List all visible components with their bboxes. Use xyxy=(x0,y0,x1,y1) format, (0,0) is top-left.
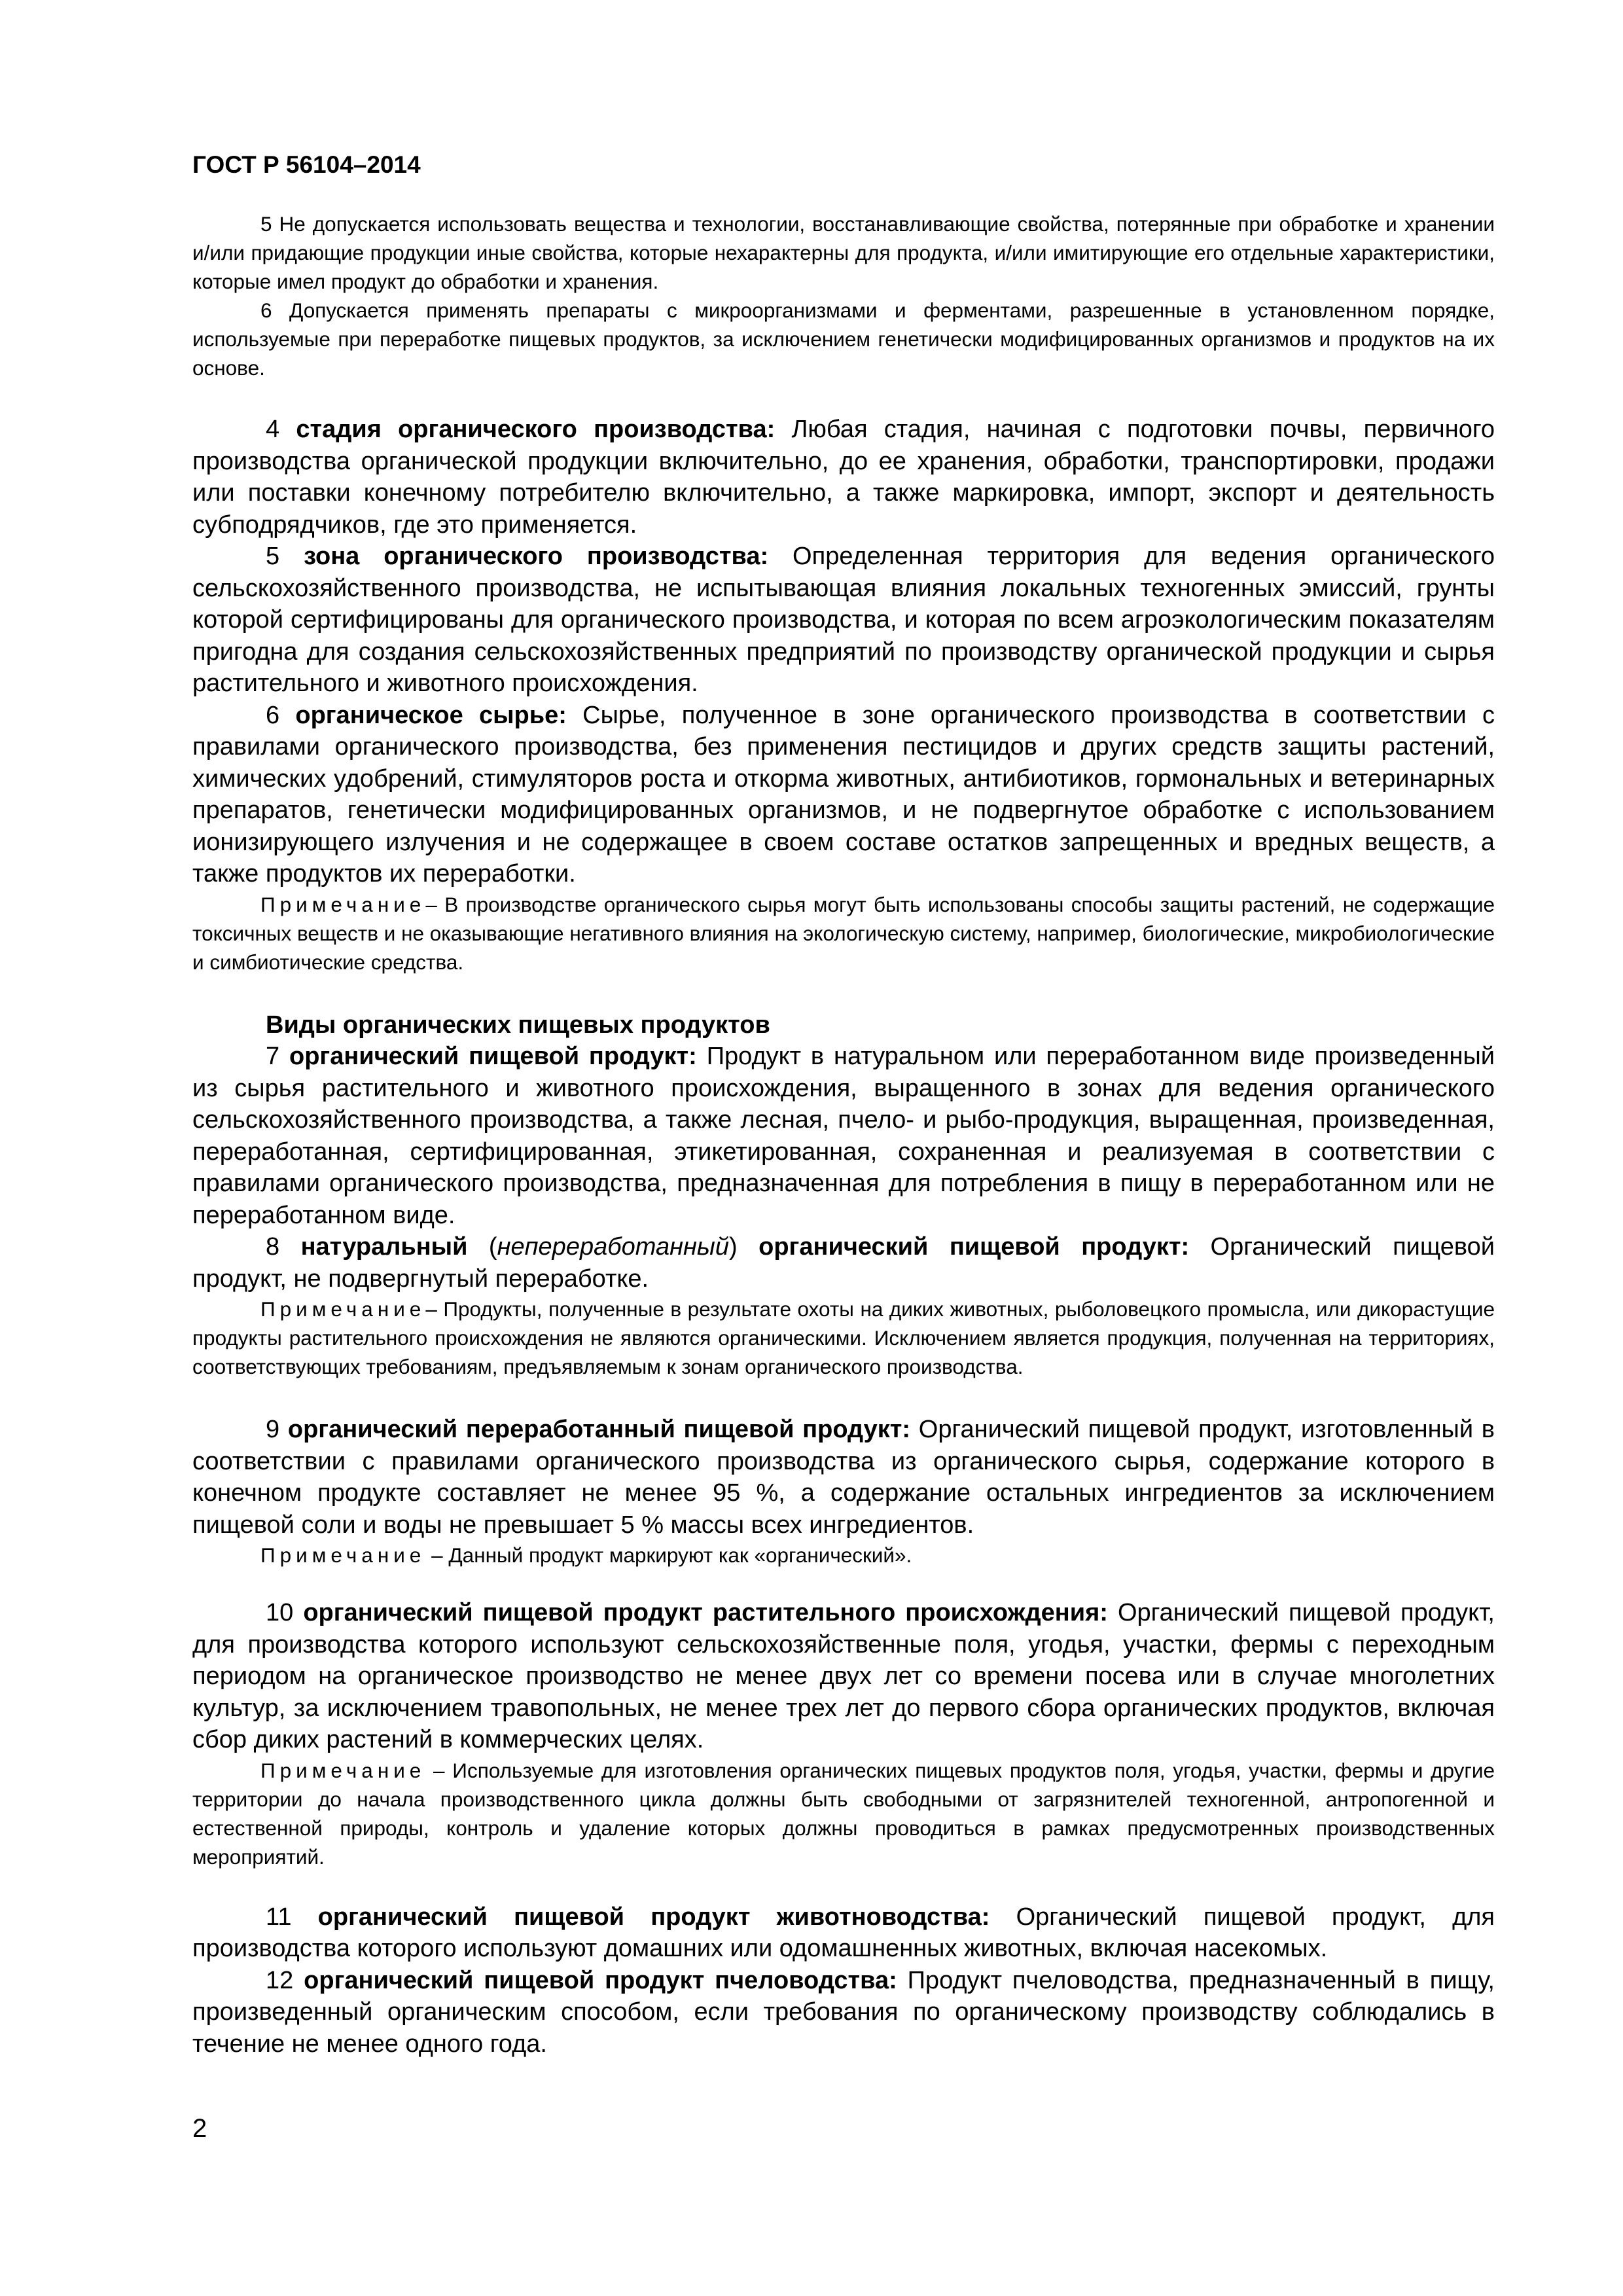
term-number: 7 xyxy=(266,1043,289,1070)
term-number: 8 xyxy=(266,1233,301,1261)
note-text: – Продукты, полученные в результате охоты на диких животных, рыболовецкого промысла, или дикорастущие продукты растительного происхождения не являются органическими. Исключением является продукция, полученная на территориях, соответствующих требованиям, предъявляемым к зонам органического производства. xyxy=(192,1297,1495,1378)
term-8-note xyxy=(192,1295,1495,1381)
term-text: Сырье, полученное в зоне органического производства в соответствии с правилами органического производства, без применения пестицидов и других средств защиты растений, химических удобрений, стимуляторов роста и откорма животных, антибиотиков, гормональных и ветеринарных препаратов, генетически модифицированных организмов, и не подвергнутое обработке с использованием ионизирующего излучения и не содержащее в своем составе остатков запрещенных и вредных веществ, а также продуктов их переработки. xyxy=(192,701,1495,888)
note-label: Примечание xyxy=(260,1297,426,1321)
term-text: Органический пищевой продукт, для производства которого используют домашних или одомашненных животных, включая насекомых. xyxy=(192,1903,1495,1962)
term-number: 10 xyxy=(266,1599,304,1626)
term-text: Органический пищевой продукт, изготовленный в соответствии с правилами органического производства из органического сырья, содержание которого в конечном продукте составляет не менее 95 %, а содержание остальных ингредиентов за исключением пищевой соли и воды не превышает 5 % массы всех ингредиентов. xyxy=(192,1416,1495,1539)
page-number: 2 xyxy=(192,2114,207,2143)
note-label: Примечание xyxy=(260,1543,426,1567)
note-text: – Используемые для изготовления органических пищевых продуктов поля, угодья, участки, фермы и другие территории до начала производственного цикла должны быть свободными от загрязнителей техногенной, антропогенной и естественной природы, контроль и удаление которых должны проводиться в рамках предусмотренных производственных мероприятий. xyxy=(192,1758,1495,1869)
term-number: 5 xyxy=(266,543,304,570)
term-number: 12 xyxy=(266,1966,304,1994)
term-12-definition xyxy=(192,1965,1495,2060)
note-label: Примечание xyxy=(260,1758,426,1782)
term-7-definition xyxy=(192,1041,1495,1231)
term-4-definition xyxy=(192,414,1495,541)
term-number: 4 xyxy=(266,416,296,443)
term-11-definition xyxy=(192,1901,1495,1965)
term-9-note xyxy=(192,1541,1495,1570)
term-title-part-2: органический пищевой продукт: xyxy=(758,1233,1190,1261)
term-title: органический пищевой продукт растительного происхождения: xyxy=(303,1599,1108,1626)
term-title: зона органического производства: xyxy=(304,543,769,570)
paragraph-5-restriction: 5 Не допускается использовать вещества и технологии, восстанавливающие свойства, потерянные при обработке и хранении и/или придающие продукции иные свойства, которые нехарактерны для продукта, и/или имитирующие его отдельные характеристики, которые имел продукт до обработки и хранения. xyxy=(192,212,1495,293)
term-6-definition xyxy=(192,700,1495,890)
term-number: 11 xyxy=(266,1903,318,1931)
term-text: Органический пищевой продукт, для производства которого используют сельскохозяйственные поля, угодья, участки, фермы с переходным периодом на органическое производство не менее двух лет со времени посева или в случае многолетних культур, за исключением травопольных, не менее трех лет до первого сбора органических продуктов, включая сбор диких растений в коммерческих целях. xyxy=(192,1599,1495,1753)
term-text: Органический пищевой продукт, не подвергнутый переработке. xyxy=(192,1233,1495,1293)
document-code-header: ГОСТ Р 56104–2014 xyxy=(192,151,421,178)
term-8-definition xyxy=(192,1231,1495,1295)
paragraph-6-permission: 6 Допускается применять препараты с микроорганизмами и ферментами, разрешенные в установленном порядке, используемые при переработке пищевых продуктов, за исключением генетически модифицированных организмов и продуктов на их основе. xyxy=(192,298,1495,380)
term-title: органический переработанный пищевой продукт: xyxy=(287,1416,911,1443)
paren-open: ( xyxy=(467,1233,497,1261)
paren-close: ) xyxy=(729,1233,759,1261)
term-9-definition xyxy=(192,1414,1495,1541)
term-title: органический пищевой продукт: xyxy=(289,1043,697,1070)
term-10-definition xyxy=(192,1597,1495,1756)
term-6-note xyxy=(192,890,1495,977)
term-number: 9 xyxy=(266,1416,288,1443)
note-text: – Данный продукт маркируют как «органический». xyxy=(425,1543,912,1567)
term-title-part-1: натуральный xyxy=(300,1233,468,1261)
term-title: органический пищевой продукт животноводства: xyxy=(317,1903,990,1931)
note-label: Примечание xyxy=(260,892,426,916)
term-title: органический пищевой продукт пчеловодства: xyxy=(304,1966,897,1994)
term-text: Любая стадия, начиная с подготовки почвы, первичного производства органической продукции включительно, до ее хранения, обработки, транспортировки, продажи или поставки конечному потребителю включительно, а также маркировка, импорт, экспорт и деятельность субподрядчиков, где это применяется. xyxy=(192,416,1495,539)
term-5-definition xyxy=(192,541,1495,700)
term-text: Определенная территория для ведения органического сельскохозяйственного производства, не испытывающая влияния локальных техногенных эмиссий, грунты которой сертифицированы для органического производства, и которая по всем агроэкологическим показателям пригодна для создания сельскохозяйственных предприятий по производству органической продукции и сырья растительного и животного происхождения. xyxy=(192,543,1495,697)
term-10-note xyxy=(192,1756,1495,1871)
term-text: Продукт в натуральном или переработанном виде произведенный из сырья растительного и животного происхождения, выращенного в зонах для ведения органического сельскохозяйственного производства, а также лесная, пчело- и рыбо-продукция, выращенная, произведенная, переработанная, сертифицированная, этикетированная, сохраненная и реализуемая в соответствии с правилами органического производства, предназначенная для потребления в пищу в переработанном или не переработанном виде. xyxy=(192,1043,1495,1229)
section-subheading: Виды органических пищевых продуктов xyxy=(266,1011,770,1039)
term-title: органическое сырье: xyxy=(295,701,567,729)
term-title-italic: непереработанный xyxy=(497,1233,730,1261)
note-text: – В производстве органического сырья могут быть использованы способы защиты растений, не содержащие токсичных веществ и не оказывающие негативного влияния на экологическую систему, например, биологические, микробиологические и симбиотические средства. xyxy=(192,892,1495,974)
term-text: Продукт пчеловодства, предназначенный в пищу, произведенный органическим способом, если требования по органическому производству соблюдались в течение не менее одного года. xyxy=(192,1966,1495,2058)
term-title: стадия органического производства: xyxy=(296,416,776,443)
term-number: 6 xyxy=(266,701,296,729)
document-page xyxy=(192,149,1495,2060)
